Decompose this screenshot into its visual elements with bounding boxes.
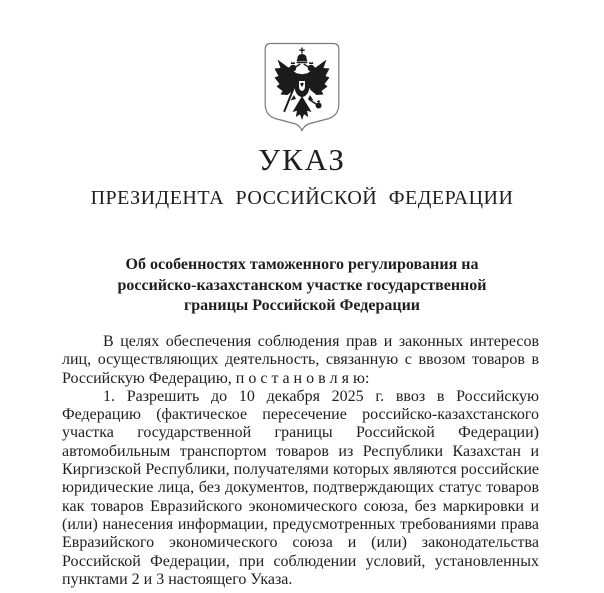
clause-1-paragraph: 1. Разрешить до 10 декабря 2025 г. ввоз в Российскую Федерацию (фактическое пересечение российско-казахстанского участка государственной границы Российской Федерации) автомобильным транспортом товаров из Республики Казахстан и Киргизской Республики, получателями которых являются российские юридические лица, без документов, подтверждающих статус товаров как товаров Евразийского экономического союза, без маркировки и (или) нанесения информации, предусмотренных требованиями права Евразийского экономического союза и (или) законодательства Российской Федерации, при соблюдении условий, установленных пунктами 2 и 3 настоящего Указа. [62, 387, 539, 588]
subject-line-3: границы Российской Федерации [183, 297, 421, 314]
russia-coat-of-arms-icon [263, 42, 341, 134]
document-subject-heading [0, 255, 604, 317]
document-type-title: УКАЗ [258, 142, 346, 177]
document-issuer-line: ПРЕЗИДЕНТА РОССИЙСКОЙ ФЕДЕРАЦИИ [90, 187, 514, 209]
document-body [62, 333, 539, 589]
preamble-paragraph: В целях обеспечения соблюдения прав и законных интересов лиц, осуществляющих деятельность, связанную с ввозом товаров в Российскую Федерацию, п о с т а н о в л я ю: [62, 333, 539, 387]
subject-line-2: российско-казахстанском участке государственной [117, 276, 487, 294]
subject-line-1: Об особенностях таможенного регулирования на [125, 256, 479, 273]
